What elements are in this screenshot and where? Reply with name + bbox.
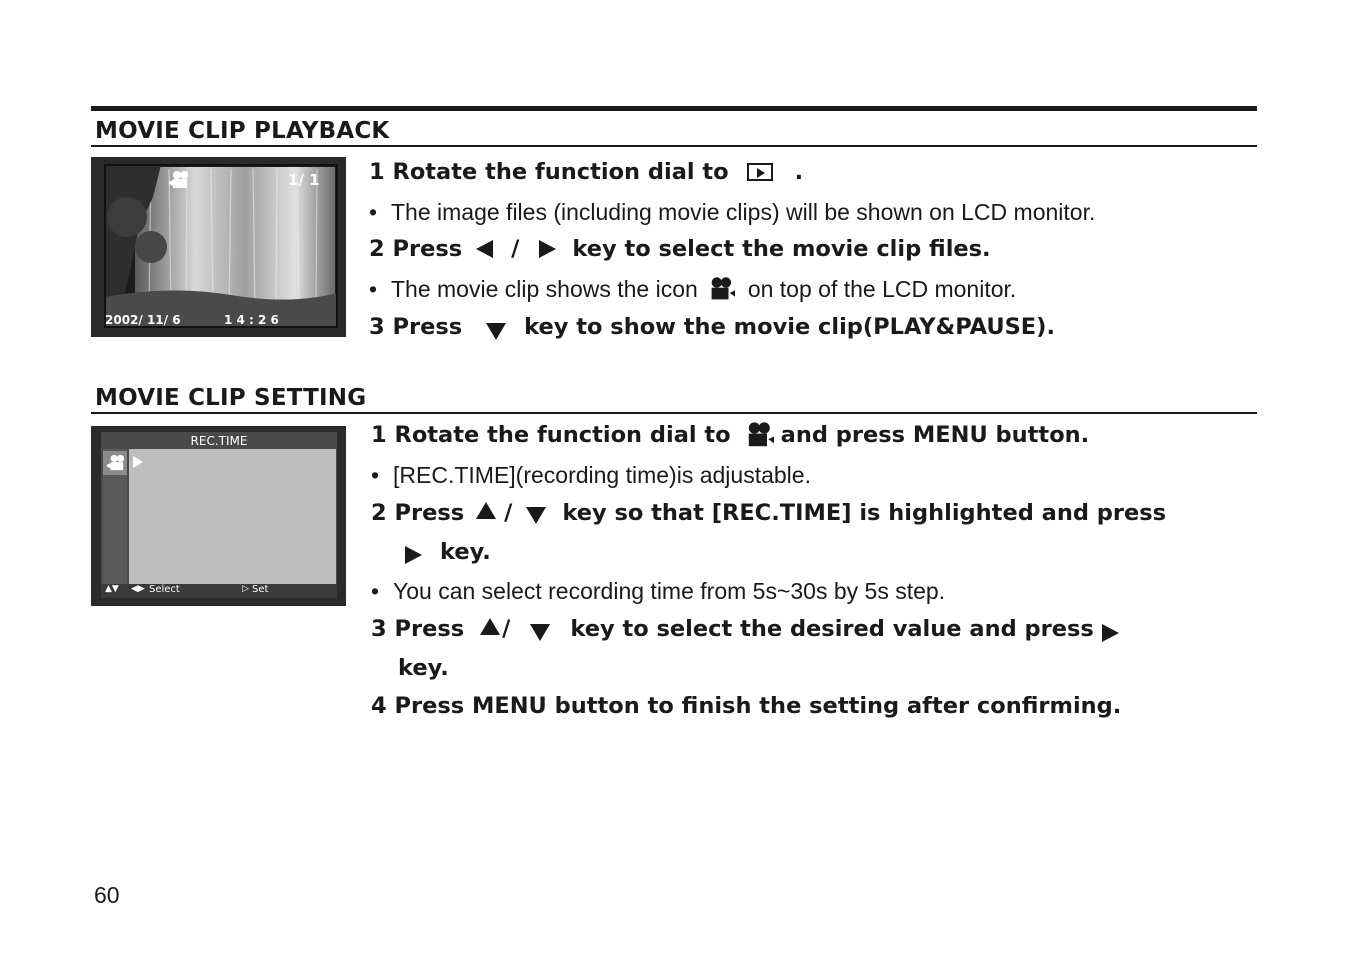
playback-note-1 — [369, 197, 1095, 227]
bullet: • — [371, 461, 380, 488]
setting-step-3 — [371, 613, 1119, 645]
step-suffix: . — [794, 159, 804, 185]
step-text: key to select the desired value and press — [570, 616, 1094, 642]
top-rule — [91, 106, 1257, 111]
step-text: Press — [394, 500, 465, 526]
step-text: and press MENU button. — [780, 422, 1090, 448]
setting-step-2-line2 — [405, 536, 491, 568]
lcd-footer-set: Set — [252, 584, 269, 595]
lcd-updown-icon: ▲▼ — [105, 584, 119, 594]
lcd-playback-screen — [91, 157, 346, 337]
lcd-footer-right-arrow-icon: ▷ — [242, 584, 249, 594]
note-text: You can select recording time from 5s~30s by 5s step. — [393, 577, 946, 604]
step-text: key so that [REC.TIME] is highlighted and press — [562, 500, 1167, 526]
lcd-date: 2002/ 11/ 6 — [105, 313, 181, 327]
step-number: 3 — [369, 314, 385, 340]
step-text: key. — [440, 539, 491, 565]
left-arrow-icon — [476, 240, 493, 258]
section-rule-playback — [91, 145, 1257, 147]
setting-step-2 — [371, 497, 1166, 529]
step-text: key to select the movie clip files. — [572, 236, 991, 262]
right-arrow-icon — [1102, 624, 1119, 642]
note-text: on top of the LCD monitor. — [747, 275, 1017, 302]
step-number: 2 — [369, 236, 385, 262]
lcd-menu-right-arrow-icon — [133, 456, 143, 468]
setting-note-2 — [371, 576, 945, 606]
playback-step-2 — [369, 233, 991, 265]
movie-camera-icon — [743, 421, 777, 449]
setting-step-4 — [371, 690, 1121, 722]
separator: / — [502, 616, 511, 642]
down-arrow-icon — [486, 323, 506, 340]
lcd-menu-screen — [91, 426, 346, 606]
playback-note-2 — [369, 274, 1016, 304]
step-text: key to show the movie clip(PLAY&PAUSE). — [524, 314, 1056, 340]
lcd-menu-sidebar-item-movie — [103, 451, 127, 475]
step-text: Rotate the function dial to — [394, 422, 731, 448]
setting-note-1 — [371, 460, 811, 490]
note-text: The movie clip shows the icon — [391, 275, 698, 302]
step-text: Press — [392, 314, 463, 340]
note-text: [REC.TIME](recording time)is adjustable. — [393, 461, 811, 488]
step-number: 2 — [371, 500, 387, 526]
step-number: 4 — [371, 693, 387, 719]
playback-step-3 — [369, 311, 1055, 343]
step-text: Press — [392, 236, 463, 262]
step-number: 1 — [369, 159, 385, 185]
playback-mode-icon — [747, 163, 773, 181]
separator: / — [511, 236, 520, 262]
right-arrow-icon — [539, 240, 556, 258]
setting-step-1 — [371, 419, 1089, 451]
lcd-leftright-icon: ◀▶ — [131, 584, 145, 594]
section-title-setting: MOVIE CLIP SETTING — [95, 385, 367, 411]
step-number: 1 — [371, 422, 387, 448]
lcd-menu-content — [129, 449, 336, 584]
playback-step-1 — [369, 156, 803, 188]
down-arrow-icon — [530, 624, 550, 641]
step-number: 3 — [371, 616, 387, 642]
up-arrow-icon — [476, 502, 496, 519]
step-text: key. — [398, 655, 449, 681]
movie-camera-icon — [105, 454, 127, 472]
down-arrow-icon — [526, 507, 546, 524]
lcd-image-counter: 1/ 1 — [288, 171, 320, 189]
setting-step-3-line2 — [398, 652, 449, 684]
page-number: 60 — [94, 882, 120, 908]
lcd-time: 1 4 : 2 6 — [224, 313, 279, 327]
movie-camera-icon — [169, 170, 191, 194]
lcd-menu-header: REC.TIME — [190, 434, 248, 448]
note-text: The image files (including movie clips) will be shown on LCD monitor. — [391, 198, 1096, 225]
up-arrow-icon — [480, 618, 500, 635]
section-title-playback: MOVIE CLIP PLAYBACK — [95, 118, 390, 144]
lcd-footer-select: Select — [149, 584, 180, 595]
separator: / — [504, 500, 513, 526]
step-text: Press MENU button to finish the setting after confirming. — [394, 693, 1122, 719]
bullet: • — [369, 275, 378, 302]
step-text: Press — [394, 616, 465, 642]
bullet: • — [371, 577, 380, 604]
section-rule-setting — [91, 412, 1257, 414]
step-text: Rotate the function dial to — [392, 159, 729, 185]
movie-camera-icon — [706, 276, 738, 302]
right-arrow-icon — [405, 546, 422, 564]
bullet: • — [369, 198, 378, 225]
